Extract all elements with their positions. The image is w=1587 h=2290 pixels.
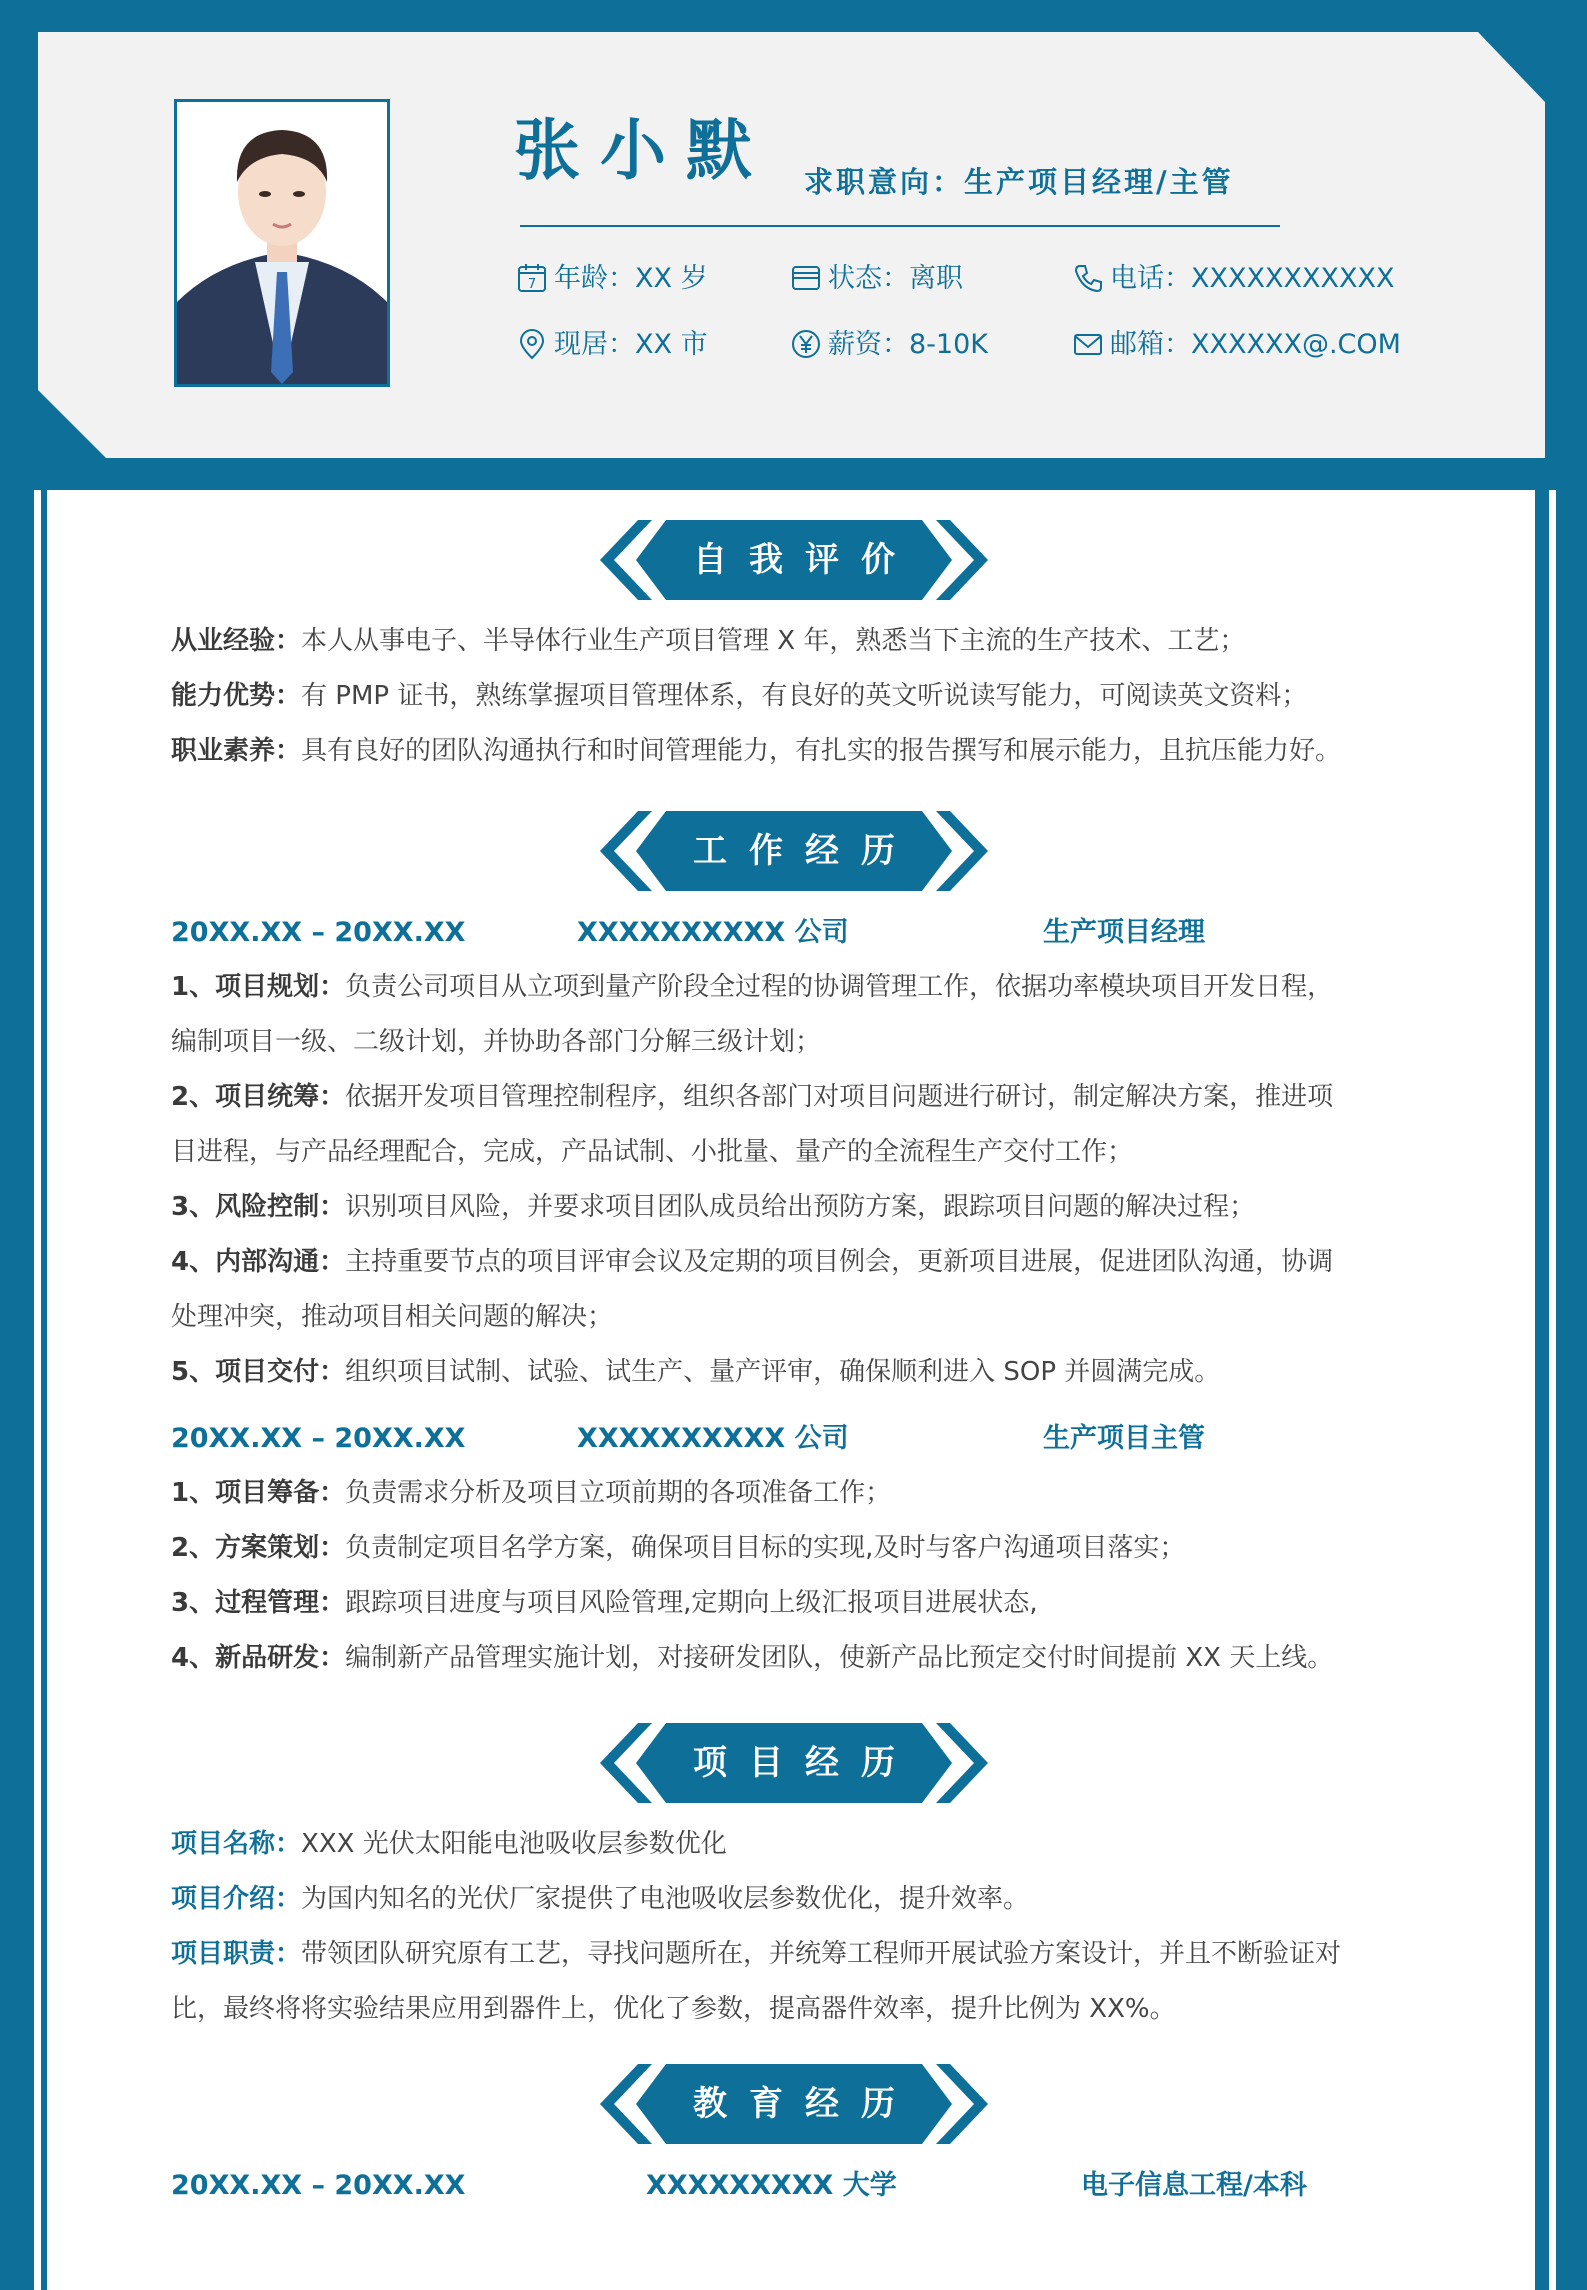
project-line: 项目职责：带领团队研究原有工艺，寻找问题所在，并统筹工程师开展试验方案设计，并且不断验证对 [171, 1939, 1342, 1969]
mail-icon [1072, 328, 1104, 360]
section-title-project: 项目经历 [693, 1743, 917, 1783]
work-line: 目进程，与产品经理配合，完成，产品试制、小批量、量产的全流程生产交付工作； [171, 1137, 1134, 1167]
work-line: 5、项目交付：组织项目试制、试验、试生产、量产评审，确保顺利进入 SOP 并圆满完成。 [171, 1357, 1221, 1387]
info-salary [790, 328, 988, 360]
self-eval-item: 职业素养：具有良好的团队沟通执行和时间管理能力，有扎实的报告撰写和展示能力，且抗压能力好。 [171, 736, 1342, 766]
work-line: 1、项目筹备：负责需求分析及项目立项前期的各项准备工作； [171, 1478, 892, 1508]
info-salary-text: 薪资：8-10K [828, 328, 988, 360]
job-position: 生产项目主管 [1043, 1423, 1205, 1454]
work-line: 2、项目统筹：依据开发项目管理控制程序，组织各部门对项目问题进行研讨，制定解决方案，推进项 [171, 1082, 1334, 1112]
name-divider [520, 225, 1280, 227]
work-line: 1、项目规划：负责公司项目从立项到量产阶段全过程的协调管理工作，依据功率模块项目开发日程， [171, 972, 1334, 1002]
section-header-self-eval [600, 520, 988, 600]
section-title-work: 工作经历 [693, 831, 917, 871]
self-eval-item: 能力优势：有 PMP 证书，熟练掌握项目管理体系，有良好的英文听说读写能力，可阅读英文资料； [171, 681, 1308, 711]
work-line: 4、内部沟通：主持重要节点的项目评审会议及定期的项目例会，更新项目进展，促进团队沟通，协调 [171, 1247, 1334, 1277]
job-period: 20XX.XX – 20XX.XX [171, 917, 466, 948]
info-status-text: 状态：离职 [828, 262, 963, 294]
job-company: XXXXXXXXXX 公司 [577, 1423, 849, 1454]
education-period: 20XX.XX – 20XX.XX [171, 2170, 466, 2201]
job-position: 生产项目经理 [1043, 917, 1205, 948]
job-period: 20XX.XX – 20XX.XX [171, 1423, 466, 1454]
work-line: 编制项目一级、二级计划，并协助各部门分解三级计划； [171, 1027, 822, 1057]
info-email-text: 邮箱：XXXXXX@.COM [1110, 328, 1401, 360]
work-line: 3、风险控制：识别项目风险，并要求项目团队成员给出预防方案，跟踪项目问题的解决过程； [171, 1192, 1256, 1222]
svg-text:7: 7 [527, 277, 537, 292]
location-pin-icon [516, 328, 548, 360]
card-icon [790, 262, 822, 294]
job-intent: 求职意向：生产项目经理/主管 [804, 165, 1234, 199]
avatar-photo [174, 99, 390, 387]
applicant-name: 张小默 [514, 112, 772, 189]
phone-icon [1072, 262, 1104, 294]
work-line: 2、方案策划：负责制定项目名学方案，确保项目目标的实现,及时与客户沟通项目落实； [171, 1533, 1186, 1563]
section-title-self-eval: 自我评价 [693, 540, 917, 580]
info-residence-text: 现居：XX 市 [554, 328, 708, 360]
section-header-work [600, 811, 988, 891]
info-residence [516, 328, 708, 360]
education-school: XXXXXXXXX 大学 [646, 2170, 897, 2201]
right-stripe [1549, 490, 1556, 2290]
left-stripe [34, 490, 41, 2290]
project-line: 项目名称：XXX 光伏太阳能电池吸收层参数优化 [171, 1829, 727, 1859]
info-status [790, 262, 963, 294]
info-phone [1072, 262, 1394, 294]
self-eval-item: 从业经验：本人从事电子、半导体行业生产项目管理 X 年，熟悉当下主流的生产技术、工艺； [171, 626, 1246, 656]
info-email [1072, 328, 1401, 360]
work-line: 4、新品研发：编制新产品管理实施计划，对接研发团队，使新产品比预定交付时间提前 XX 天上线。 [171, 1643, 1334, 1673]
work-line: 3、过程管理：跟踪项目进度与项目风险管理,定期向上级汇报项目进展状态, [171, 1588, 1038, 1618]
info-age [516, 262, 708, 294]
info-phone-text: 电话：XXXXXXXXXXX [1110, 262, 1395, 294]
calendar-icon [516, 262, 548, 294]
project-line: 比，最终将将实验结果应用到器件上，优化了参数，提高器件效率，提升比例为 XX%。 [171, 1994, 1176, 2024]
project-line: 项目介绍：为国内知名的光伏厂家提供了电池吸收层参数优化，提升效率。 [171, 1884, 1030, 1914]
job-company: XXXXXXXXXX 公司 [577, 917, 849, 948]
section-header-education [600, 2064, 988, 2144]
section-header-project [600, 1723, 988, 1803]
info-age-text: 年龄：XX 岁 [554, 262, 708, 294]
work-line: 处理冲突，推动项目相关问题的解决； [171, 1302, 614, 1332]
section-title-education: 教育经历 [693, 2084, 917, 2124]
yen-icon [790, 328, 822, 360]
education-major: 电子信息工程/本科 [1081, 2170, 1307, 2201]
